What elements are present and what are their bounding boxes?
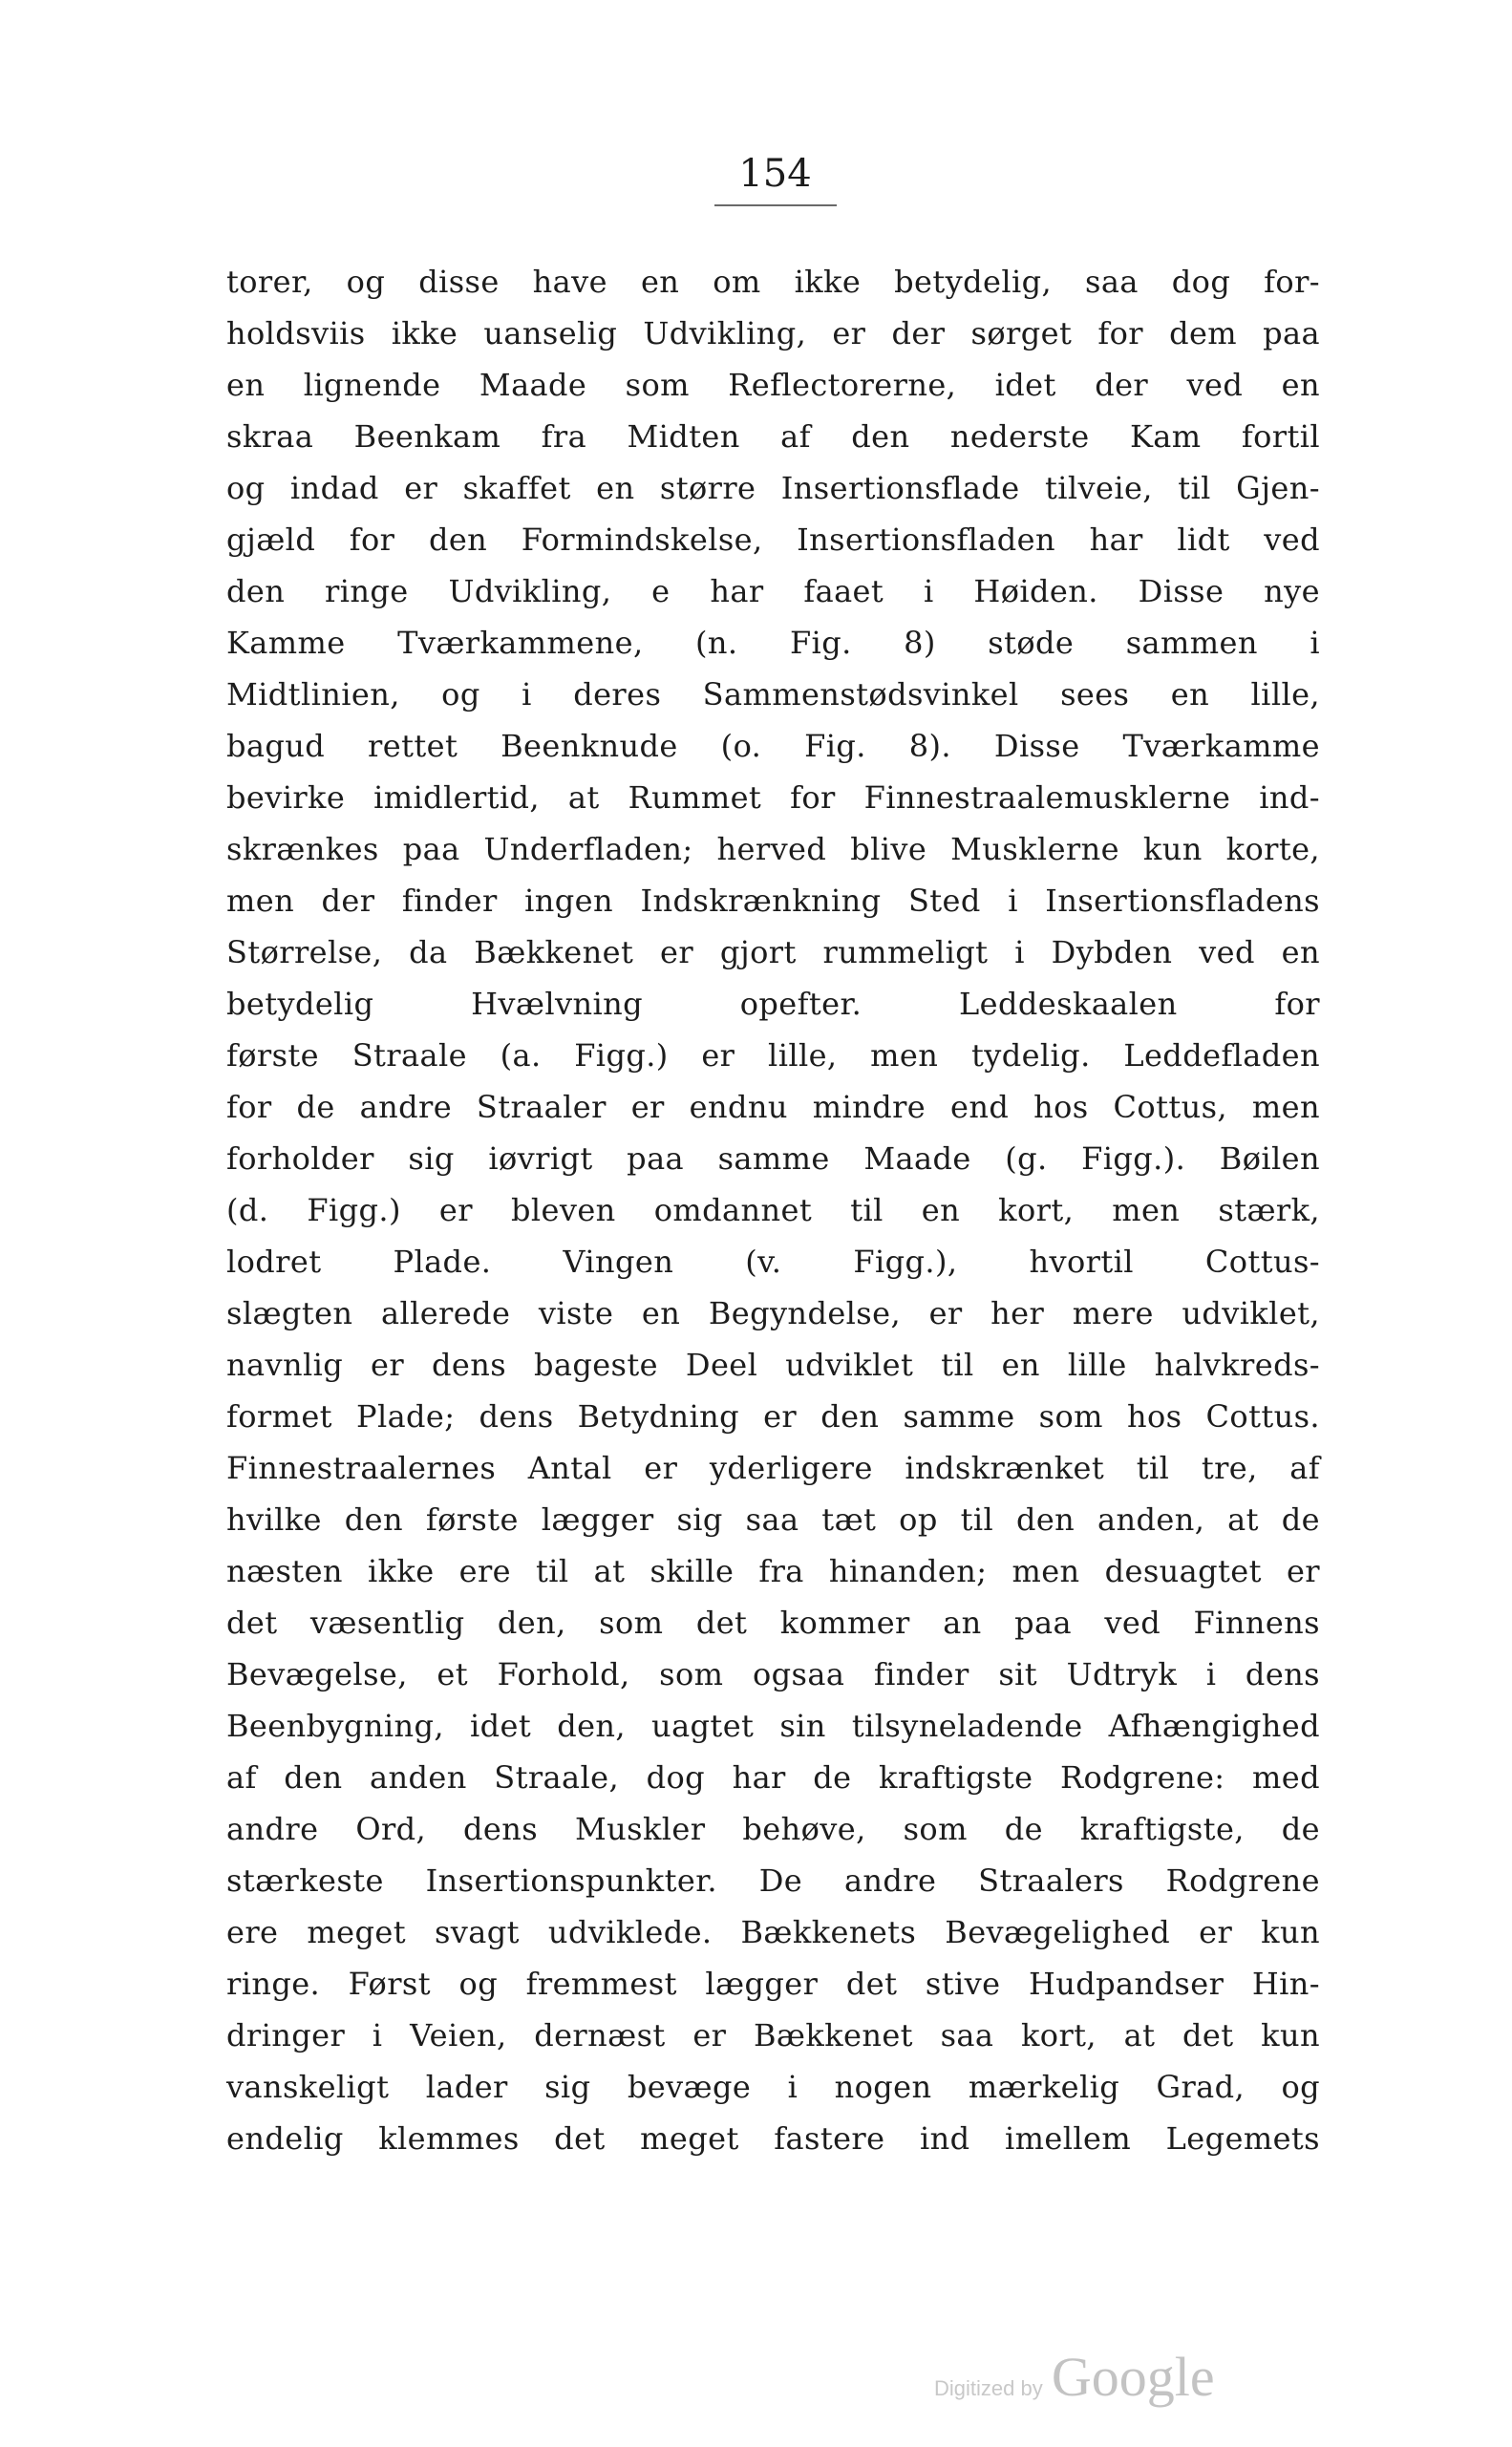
text-line: Finnestraalernes Antal er yderligere indskrænket til tre, af bbox=[226, 1450, 1320, 1486]
text-line: stærkeste Insertionspunkter. De andre Straalers Rodgrene bbox=[226, 1862, 1320, 1899]
text-line: ringe. Først og fremmest lægger det stive Hudpandser Hin- bbox=[226, 1966, 1320, 2002]
text-line: betydelig Hvælvning opefter. Leddeskaalen for bbox=[226, 986, 1320, 1022]
text-line: ere meget svagt udviklede. Bækkenets Bevægelighed er kun bbox=[226, 1914, 1320, 1950]
text-line: vanskeligt lader sig bevæge i nogen mærkelig Grad, og bbox=[226, 2069, 1320, 2105]
page-number: 154 bbox=[738, 152, 812, 196]
text-line: og indad er skaffet en større Insertionsflade tilveie, til Gjen- bbox=[226, 470, 1320, 506]
text-line: skraa Beenkam fra Midten af den nederste Kam fortil bbox=[226, 418, 1320, 455]
text-line: skrænkes paa Underfladen; herved blive Musklerne kun korte, bbox=[226, 831, 1320, 867]
text-line: Bevægelse, et Forhold, som ogsaa finder sit Udtryk i dens bbox=[226, 1656, 1320, 1692]
watermark-prefix: Digitized by bbox=[934, 2376, 1043, 2400]
digitized-by-google-watermark bbox=[934, 2345, 1215, 2409]
text-line: Midtlinien, og i deres Sammenstødsvinkel sees en lille, bbox=[226, 676, 1320, 713]
text-line: hvilke den første lægger sig saa tæt op til den anden, at de bbox=[226, 1501, 1320, 1538]
text-line: navnlig er dens bageste Deel udviklet til en lille halvkreds- bbox=[226, 1347, 1320, 1383]
text-line: det væsentlig den, som det kommer an paa ved Finnens bbox=[226, 1605, 1320, 1641]
text-line: torer, og disse have en om ikke betydelig, saa dog for- bbox=[226, 264, 1320, 300]
text-line: Kamme Tværkammene, (n. Fig. 8) støde sammen i bbox=[226, 625, 1320, 661]
text-line: af den anden Straale, dog har de kraftigste Rodgrene: med bbox=[226, 1759, 1320, 1796]
body-text bbox=[226, 256, 1320, 2164]
text-line: formet Plade; dens Betydning er den samme som hos Cottus. bbox=[226, 1398, 1320, 1435]
text-line: lodret Plade. Vingen (v. Figg.), hvortil Cottus- bbox=[226, 1244, 1320, 1280]
text-line: første Straale (a. Figg.) er lille, men tydelig. Leddefladen bbox=[226, 1037, 1320, 1074]
google-logo: Google bbox=[1051, 2346, 1215, 2408]
text-line: forholder sig iøvrigt paa samme Maade (g. Figg.). Bøilen bbox=[226, 1140, 1320, 1177]
page-number-underline bbox=[714, 204, 837, 206]
text-line: endelig klemmes det meget fastere ind imellem Legemets bbox=[226, 2120, 1320, 2157]
text-line: for de andre Straaler er endnu mindre end hos Cottus, men bbox=[226, 1089, 1320, 1125]
text-line: dringer i Veien, dernæst er Bækkenet saa kort, at det kun bbox=[226, 2017, 1320, 2053]
text-line: bevirke imidlertid, at Rummet for Finnestraalemusklerne ind- bbox=[226, 779, 1320, 816]
text-line: andre Ord, dens Muskler behøve, som de kraftigste, de bbox=[226, 1811, 1320, 1847]
text-line: men der finder ingen Indskrænkning Sted i Insertionsfladens bbox=[226, 883, 1320, 919]
text-line: den ringe Udvikling, e har faaet i Høiden. Disse nye bbox=[226, 573, 1320, 609]
text-line: Beenbygning, idet den, uagtet sin tilsyneladende Afhængighed bbox=[226, 1708, 1320, 1744]
text-line: Størrelse, da Bækkenet er gjort rummeligt i Dybden ved en bbox=[226, 934, 1320, 970]
text-line: gjæld for den Formindskelse, Insertionsfladen har lidt ved bbox=[226, 521, 1320, 558]
text-line: en lignende Maade som Reflectorerne, idet der ved en bbox=[226, 367, 1320, 403]
text-line: slægten allerede viste en Begyndelse, er her mere udviklet, bbox=[226, 1295, 1320, 1331]
text-line: (d. Figg.) er bleven omdannet til en kort, men stærk, bbox=[226, 1192, 1320, 1228]
text-line: næsten ikke ere til at skille fra hinanden; men desuagtet er bbox=[226, 1553, 1320, 1589]
text-line: bagud rettet Beenknude (o. Fig. 8). Disse Tværkamme bbox=[226, 728, 1320, 764]
text-line: holdsviis ikke uanselig Udvikling, er der sørget for dem paa bbox=[226, 315, 1320, 351]
